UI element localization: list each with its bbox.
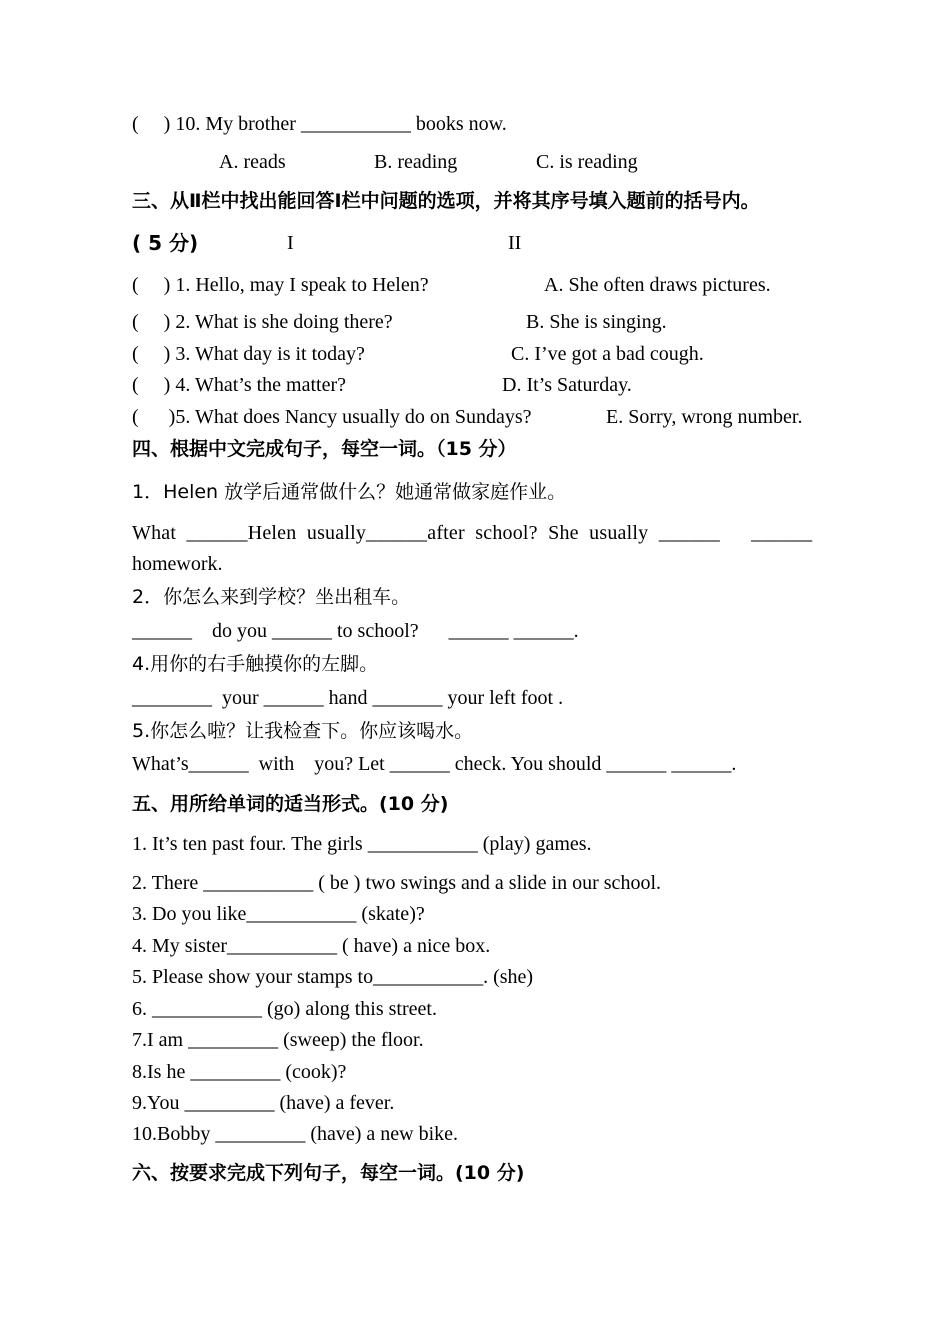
- verb-form-item: 7.I am _________ (sweep) the floor.: [132, 1029, 424, 1051]
- translation-prompt: 4.用你的右手触摸你的左脚。: [132, 653, 379, 675]
- verb-form-item: 4. My sister___________ ( have) a nice box.: [132, 935, 491, 957]
- translation-prompt: 2．你怎么来到学校？坐出租车。: [132, 586, 411, 608]
- column-2-label: II: [508, 232, 522, 254]
- part3-heading: 三、从Ⅱ栏中找出能回答Ⅰ栏中问题的选项，并将其序号填入题前的括号内。: [132, 190, 760, 212]
- match-answer: C. I’ve got a bad cough.: [511, 343, 704, 365]
- translation-prompt: 5.你怎么啦？让我检查下。你应该喝水。: [132, 720, 474, 742]
- part4-heading: 四、根据中文完成句子，每空一词。（15 分）: [132, 438, 517, 460]
- verb-form-item: 9.You _________ (have) a fever.: [132, 1092, 395, 1114]
- match-answer: E. Sorry, wrong number.: [606, 406, 803, 428]
- verb-form-item: 5. Please show your stamps to___________. (she): [132, 966, 534, 988]
- match-question: ( ) 3. What day is it today?: [132, 343, 365, 365]
- option-a: A. reads: [219, 151, 286, 173]
- part5-heading: 五、用所给单词的适当形式。(10 分): [132, 793, 449, 815]
- match-question: ( )5. What does Nancy usually do on Sundays?: [132, 406, 532, 428]
- match-question: ( ) 1. Hello, may I speak to Helen?: [132, 274, 429, 296]
- translation-prompt: 1．Helen 放学后通常做什么？她通常做家庭作业。: [132, 481, 567, 503]
- verb-form-item: 3. Do you like___________ (skate)?: [132, 903, 425, 925]
- option-c: C. is reading: [536, 151, 638, 173]
- column-1-label: I: [287, 232, 294, 254]
- match-answer: A. She often draws pictures.: [544, 274, 771, 296]
- match-answer: D. It’s Saturday.: [502, 374, 632, 396]
- translation-answer-line: ______ do you ______ to school? ______ ______.: [132, 620, 579, 642]
- translation-answer-line: ________ your ______ hand _______ your left foot .: [132, 687, 564, 709]
- verb-form-item: 1. It’s ten past four. The girls ___________ (play) games.: [132, 833, 592, 855]
- match-question: ( ) 4. What’s the matter?: [132, 374, 347, 396]
- translation-answer-line: What ______Helen usually______after school? She usually ______ ______: [132, 522, 813, 544]
- verb-form-item: 6. ___________ (go) along this street.: [132, 998, 437, 1020]
- translation-answer-line: What’s______ with you? Let ______ check. You should ______ ______.: [132, 753, 737, 775]
- verb-form-item: 2. There ___________ ( be ) two swings and a slide in our school.: [132, 872, 661, 894]
- question-10: ( ) 10. My brother ___________ books now.: [132, 113, 507, 135]
- match-question: ( ) 2. What is she doing there?: [132, 311, 393, 333]
- translation-answer-line: homework.: [132, 553, 223, 575]
- part3-score: ( 5 分): [132, 231, 199, 255]
- option-b: B. reading: [374, 151, 458, 173]
- match-answer: B. She is singing.: [526, 311, 667, 333]
- part6-heading: 六、按要求完成下列句子，每空一词。(10 分): [132, 1162, 525, 1184]
- verb-form-item: 8.Is he _________ (cook)?: [132, 1061, 347, 1083]
- verb-form-item: 10.Bobby _________ (have) a new bike.: [132, 1123, 459, 1145]
